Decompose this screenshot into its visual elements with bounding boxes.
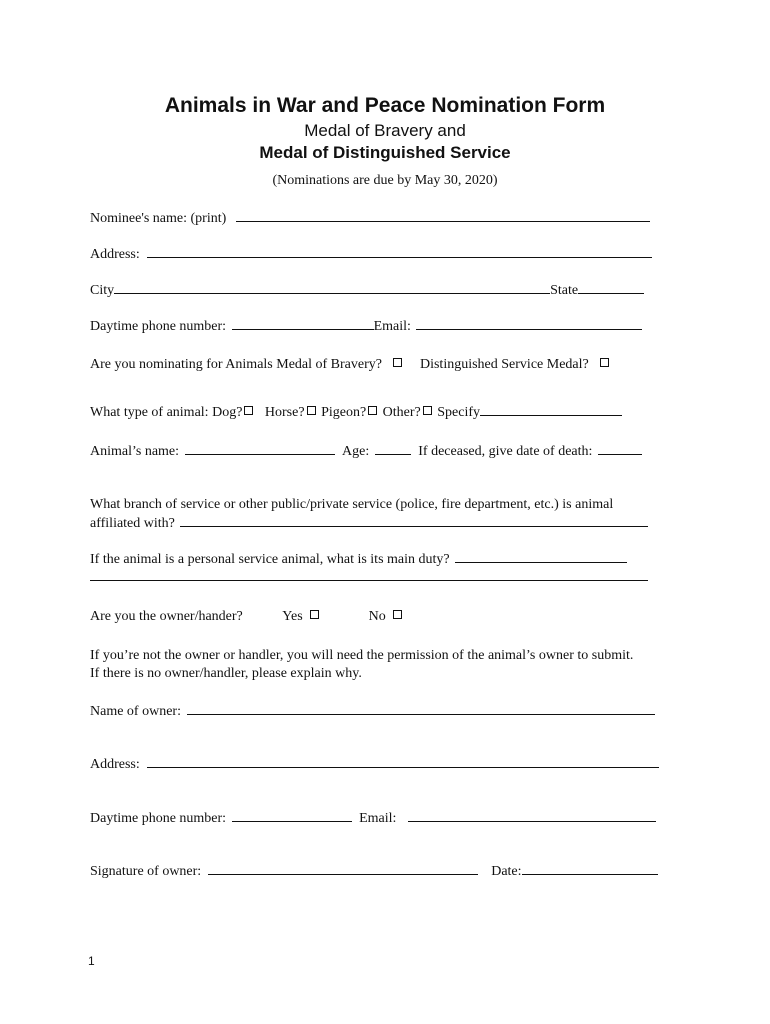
owner-question: Are you the owner/hander? <box>90 609 243 624</box>
distinguished-label: Distinguished Service Medal? <box>419 357 589 372</box>
specify-field[interactable] <box>480 402 622 416</box>
signature-label: Signature of owner: <box>90 864 202 879</box>
dog-label: Dog? <box>212 405 243 420</box>
owner-phone-field[interactable] <box>232 808 352 822</box>
service-duty-row-2 <box>90 567 648 587</box>
owner-name-row <box>90 701 655 721</box>
permission-row-2 <box>90 665 362 683</box>
horse-label: Horse? <box>264 405 305 420</box>
animal-type-row <box>90 402 622 422</box>
yes-label: Yes <box>282 609 303 624</box>
owner-email-label: Email: <box>359 811 397 826</box>
pigeon-checkbox[interactable] <box>368 406 377 415</box>
phone-field[interactable] <box>232 316 374 330</box>
animal-name-row <box>90 441 642 461</box>
permission-row-1 <box>90 647 633 665</box>
other-label: Other? <box>382 405 421 420</box>
owner-address-row <box>90 754 659 774</box>
deceased-label: If deceased, give date of death: <box>418 444 593 459</box>
signature-date-row <box>90 861 658 881</box>
owner-address-field[interactable] <box>147 754 659 768</box>
owner-address-label: Address: <box>90 757 140 772</box>
form-subtitle-distinguished: Medal of Distinguished Service <box>259 143 511 162</box>
owner-name-field[interactable] <box>187 701 655 715</box>
bravery-checkbox[interactable] <box>393 358 402 367</box>
form-subtitle-bravery: Medal of Bravery and <box>304 121 466 140</box>
form-title: Animals in War and Peace Nomination Form <box>164 94 606 117</box>
branch-row-2 <box>90 513 648 533</box>
other-checkbox[interactable] <box>423 406 432 415</box>
signature-field[interactable] <box>208 861 478 875</box>
nominee-name-field[interactable] <box>236 208 650 222</box>
dog-checkbox[interactable] <box>244 406 253 415</box>
nominee-name-label: Nominee's name: (print) <box>90 211 227 226</box>
animal-name-label: Animal’s name: <box>90 444 180 459</box>
distinguished-checkbox[interactable] <box>600 358 609 367</box>
branch-question-line1: What branch of service or other public/private service (police, fire department, etc.) is animal <box>90 497 614 512</box>
date-label: Date: <box>491 864 522 879</box>
phone-label: Daytime phone number: <box>90 319 227 334</box>
branch-field[interactable] <box>180 513 648 527</box>
date-field[interactable] <box>522 861 658 875</box>
service-duty-question: If the animal is a personal service animal, what is its main duty? <box>90 552 450 567</box>
service-duty-field[interactable] <box>455 549 627 563</box>
page-number: 1 <box>88 954 95 968</box>
branch-question-line2: affiliated with? <box>90 516 175 531</box>
service-duty-row <box>90 549 627 569</box>
owner-email-field[interactable] <box>408 808 656 822</box>
city-state-row <box>90 280 644 300</box>
no-checkbox[interactable] <box>393 610 402 619</box>
branch-row-1 <box>90 496 613 514</box>
due-date-note: (Nominations are due by May 30, 2020) <box>272 173 498 188</box>
service-duty-field-2[interactable] <box>90 567 648 581</box>
address-field[interactable] <box>147 244 652 258</box>
nominating-row <box>90 356 611 374</box>
owner-name-label: Name of owner: <box>90 704 181 719</box>
email-field[interactable] <box>416 316 642 330</box>
owner-phone-label: Daytime phone number: <box>90 811 227 826</box>
city-field[interactable] <box>114 280 550 294</box>
animal-type-question: What type of animal: <box>90 405 209 420</box>
owner-phone-email-row <box>90 808 656 828</box>
city-label: City <box>90 283 115 298</box>
animal-name-field[interactable] <box>185 441 335 455</box>
horse-checkbox[interactable] <box>307 406 316 415</box>
email-label: Email: <box>373 319 411 334</box>
phone-email-row <box>90 316 642 336</box>
yes-checkbox[interactable] <box>310 610 319 619</box>
death-date-field[interactable] <box>598 441 642 455</box>
state-label: State <box>550 283 579 298</box>
nominating-question: Are you nominating for Animals Medal of Bravery? <box>90 357 382 372</box>
permission-text-line1: If you’re not the owner or handler, you will need the permission of the animal’s owner to submit. <box>90 648 634 663</box>
no-label: No <box>368 609 386 624</box>
nominee-name-row <box>90 208 650 228</box>
owner-question-row <box>90 608 404 626</box>
age-field[interactable] <box>375 441 411 455</box>
state-field[interactable] <box>578 280 644 294</box>
permission-text-line2: If there is no owner/handler, please explain why. <box>90 666 362 681</box>
pigeon-label: Pigeon? <box>321 405 367 420</box>
address-label: Address: <box>90 247 140 262</box>
age-label: Age: <box>342 444 370 459</box>
specify-label: Specify <box>437 405 481 420</box>
address-row <box>90 244 652 264</box>
